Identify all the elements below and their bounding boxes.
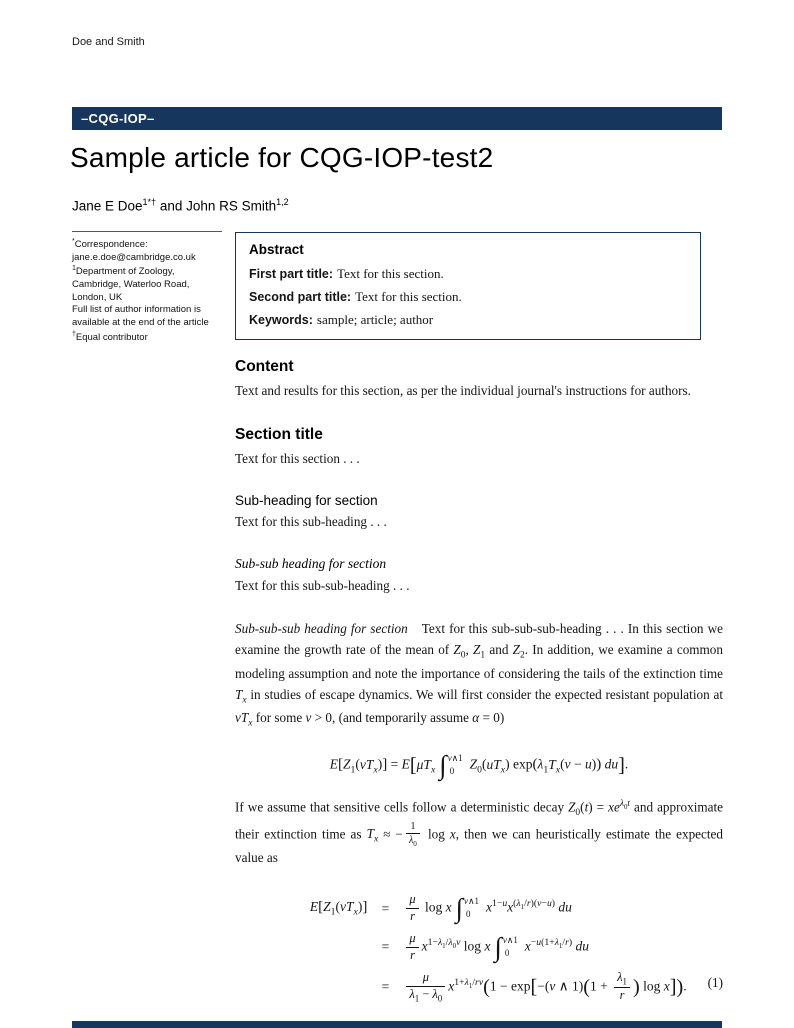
subsubsub-heading: Sub-sub-sub heading for section [235,621,408,637]
abstract-item-label: Keywords: [249,313,313,327]
equation-display-2 [235,885,723,1011]
sidebar-divider [72,231,222,232]
correspondence-email-link[interactable]: jane.e.doe@cambridge.co.uk [72,251,196,263]
subsection-heading: Sub-heading for section [235,492,378,508]
abstract-item-label: First part title: [249,267,334,281]
running-head: Doe and Smith [72,36,145,48]
affiliation-line: London, UK [72,291,123,303]
paragraph: Text for this sub-sub-heading . . . [235,577,410,593]
equation-rhs: $\frac{\mu}{r}$ log x ∫ v∧1 0 $x^{1-u}x^{(\lambda_1/r)(v-u)}$ du [403,893,572,924]
equation-lhs: $E[Z_1(vT_x)]$ [309,899,368,918]
equals-sign: = [381,978,390,994]
abstract-item-text: Text for this section. [337,266,444,281]
journal-banner-label: –CQG-IOP– [81,111,155,126]
abstract-item [249,266,687,282]
footer-banner [72,1021,722,1028]
journal-banner [72,107,722,130]
paragraph: Text for this section . . . [235,450,360,466]
article-title: Sample article for CQG-IOP-test2 [70,142,494,173]
authors-line: Jane E Doe$^{1*\dagger}$ and John RS Smith$^{1,2}$ [72,197,289,214]
abstract-item-text: Text for this section. [355,289,462,304]
section-heading-title: Section title [235,425,323,443]
affiliation-line: Cambridge, Waterloo Road, [72,279,190,291]
abstract-item [249,312,687,328]
equation-row [271,971,686,1003]
abstract-heading: Abstract [249,242,304,257]
runin-paragraph [235,619,723,732]
author-info-note: Full list of author information is [72,304,201,316]
runin-text: Text for this sub-sub-sub-heading . . . In this section we examine the growth rate of the mean of $Z_0$, $Z_1$ and $Z_2$. In addition, we examine a common modeling assumption and note the importance of considering the tails of the extinction time $T_x$ in studies of escape dynamics. We will first consider the expected resistant population at $vT_x$ for some v > 0, (and temporarily assume α = 0) [235,621,723,730]
abstract-item [249,289,687,305]
equation-rhs: $\frac{\mu}{r}$ $x^{1-\lambda_1/\lambda_0v}$ log x ∫ v∧1 0 $x^{-u(1+\lambda_1/r)}$ du [403,932,589,963]
paragraph: If we assume that sensitive cells follow a deterministic decay $Z_0(t) = xe^{\lambda_0t}$ and approximate their extinction time as $T_x$ ≈ − $\frac{1}{\lambda_0}$ log x, then we can heuristically estimate the expected value as [235,799,723,866]
equation-rhs: $\frac{\mu}{\lambda_1 - \lambda_0}$ $x^{1+\lambda_1/rv}(1 - \exp[-(v$ ∧ 1)(1 + $\frac{\lambda_1}{r}$ ) log x]). [403,971,686,1003]
subsubsection-heading: Sub-sub heading for section [235,555,387,571]
equation-number: (1) [707,975,723,991]
equation-display-1: $E[Z_1(vT_x)] = E[\mu T_x$ ∫ v∧1 0 $Z_0(uT_x) \exp(\lambda_1T_x(v - u))$ du]. [329,750,629,781]
abstract-item-label: Second part title: [249,290,352,304]
equation-row [271,893,686,924]
correspondence-block [72,237,230,344]
author-info-note: available at the end of the article [72,317,209,329]
abstract-item-text: sample; article; author [316,312,434,327]
correspondence-label: *Correspondence: [72,238,148,251]
paragraph: Text for this sub-heading . . . [235,513,387,529]
paragraph: Text and results for this section, as per the individual journal's instructions for authors. [235,383,691,398]
equation-array [271,885,686,1011]
affiliation-line: $^1$Department of Zoology, [72,265,175,278]
abstract-box [235,232,701,340]
article-body [235,358,723,1019]
equals-sign: = [381,939,390,955]
equation-row [271,932,686,963]
section-heading-content: Content [235,358,294,375]
equals-sign: = [381,900,390,916]
equal-contributor-note: †Equal contributor [72,330,148,343]
